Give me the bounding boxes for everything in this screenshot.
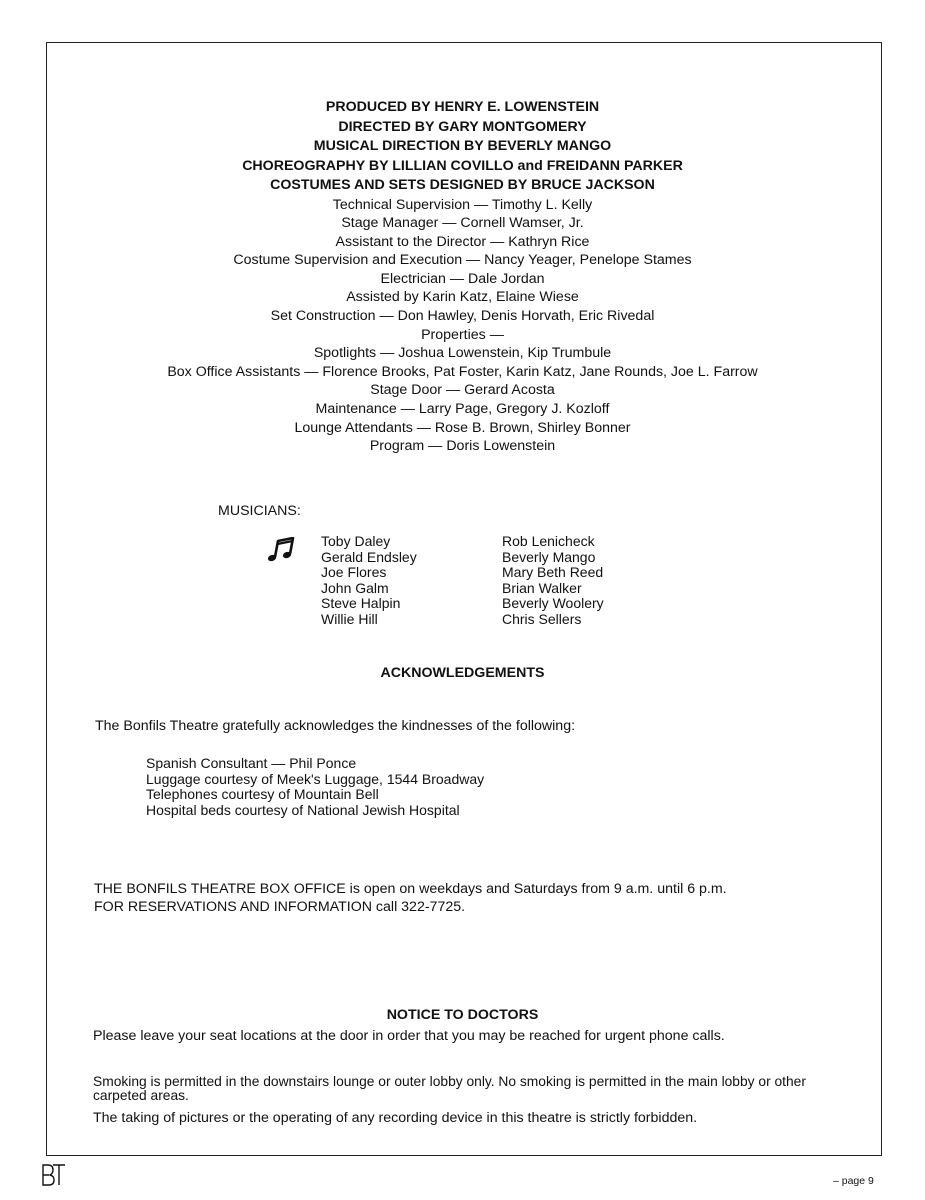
musician-name: Rob Lenicheck [502,533,595,549]
musician-name: Beverly Mango [502,548,596,565]
musician-name: Mary Beth Reed [502,564,604,581]
credit-line: Assisted by Karin Katz, Elaine Wiese [346,289,579,306]
musician-name: Gerald Endsley [321,548,417,565]
credit-heading: DIRECTED BY GARY MONTGOMERY [338,118,587,135]
credit-line: Spotlights — Joshua Lowenstein, Kip Trumbule [313,345,612,362]
musicians-label: MUSICIANS: [218,503,301,519]
box-office-hours: THE BONFILS THEATRE BOX OFFICE is open on weekdays and Saturdays from 9 a.m. until 6 p.m. [94,881,727,897]
credit-line: Set Construction — Don Hawley, Denis Horvath, Eric Rivedal [270,308,655,325]
music-note-icon [266,537,296,563]
credit-line: Costume Supervision and Execution — Nancy Yeager, Penelope Stames [233,252,692,269]
credit-line: Assistant to the Director — Kathryn Rice [335,233,590,250]
smoking-policy: Smoking is permitted in the downstairs lounge or outer lobby only. No smoking is permitted in the main lobby or other carpeted areas. [93,1074,806,1104]
acknowledgements-intro: The Bonfils Theatre gratefully acknowledges the kindnesses of the following: [95,718,576,734]
page-number: – page 9 [833,1175,874,1187]
acknowledgement-item: Spanish Consultant — Phil Ponce [146,755,357,771]
credit-heading: COSTUMES AND SETS DESIGNED BY BRUCE JACKSON [270,177,655,193]
notice-title: NOTICE TO DOCTORS [386,1007,539,1023]
musician-name: Toby Daley [321,533,391,549]
musicians-column-right [502,534,604,628]
credit-line: Stage Door — Gerard Acosta [370,382,555,399]
acknowledgement-item: Telephones courtesy of Mountain Bell [146,786,379,803]
musician-name: Joe Flores [321,564,387,581]
credit-line: Properties — [421,326,504,343]
credit-heading: CHOREOGRAPHY BY LILLIAN COVILLO and FREIDANN PARKER [242,157,683,174]
credit-line: Stage Manager — Cornell Wamser, Jr. [341,215,584,232]
musician-name: Steve Halpin [321,595,401,612]
musician-name: Brian Walker [502,579,582,596]
acknowledgement-item: Hospital beds courtesy of National Jewish Hospital [146,801,460,818]
bt-logo [40,1163,66,1187]
musician-name: Chris Sellers [502,610,582,627]
credits-block [0,98,925,456]
credit-heading: MUSICAL DIRECTION BY BEVERLY MANGO [313,138,612,154]
musician-name: Beverly Woolery [502,595,604,612]
notice-text: Please leave your seat locations at the door in order that you may be reached for urgent phone calls. [93,1028,725,1044]
credit-line: Technical Supervision — Timothy L. Kelly [332,196,593,213]
reservations-line: FOR RESERVATIONS AND INFORMATION call 322-7725. [94,898,466,915]
credit-line: Program — Doris Lowenstein [369,438,556,455]
credit-line: Lounge Attendants — Rose B. Brown, Shirley Bonner [294,419,631,436]
credit-line: Box Office Assistants — Florence Brooks, Pat Foster, Karin Katz, Jane Rounds, Joe L. Farrow [167,363,758,380]
musician-name: Willie Hill [321,610,378,627]
credit-line: Electrician — Dale Jordan [380,270,545,287]
acknowledgement-item: Luggage courtesy of Meek's Luggage, 1544 Broadway [146,770,485,787]
musicians-column-left [321,534,417,628]
recording-policy: The taking of pictures or the operating of any recording device in this theatre is strictly forbidden. [93,1110,698,1126]
musician-name: John Galm [321,579,389,596]
acknowledgements-title: ACKNOWLEDGEMENTS [380,665,545,681]
credit-line: Maintenance — Larry Page, Gregory J. Kozloff [315,401,610,418]
credit-heading: PRODUCED BY HENRY E. LOWENSTEIN [325,99,600,115]
box-office-info [94,881,727,916]
acknowledgements-list [146,756,484,818]
